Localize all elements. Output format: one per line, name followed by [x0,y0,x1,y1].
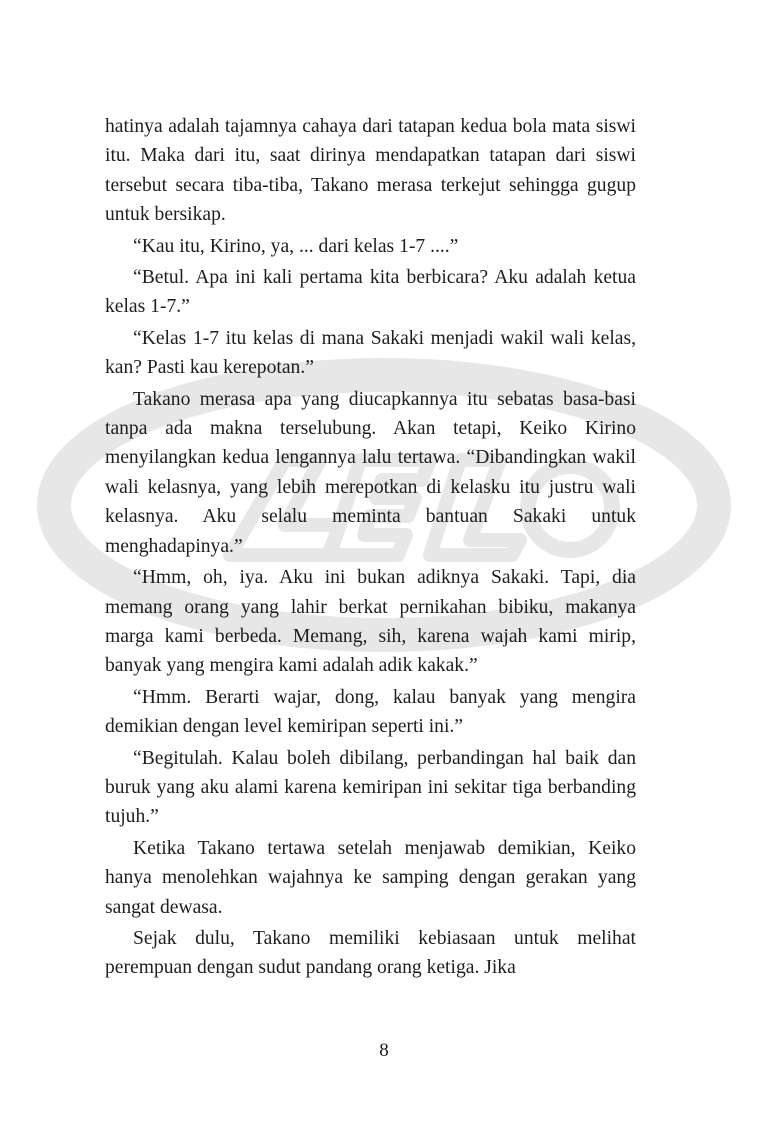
paragraph: hatinya adalah tajamnya cahaya dari tatapan kedua bola mata siswi itu. Maka dari itu, saat dirinya mendapatkan tatapan dari siswi tersebut secara tiba-tiba, Takano merasa terkejut sehingga gugup untuk bersikap. [105,116,636,226]
paragraph: “Kelas 1-7 itu kelas di mana Sakaki menjadi wakil wali kelas, kan? Pasti kau kerepotan.” [105,327,636,379]
paragraph: “Kau itu, Kirino, ya, ... dari kelas 1-7 ....” [133,235,459,257]
paragraph: “Betul. Apa ini kali pertama kita berbicara? Aku adalah ketua kelas 1-7.” [105,267,636,318]
paragraph: Sejak dulu, Takano memiliki kebiasaan untuk melihat perempuan dengan sudut pandang orang ketiga. Jika [105,927,636,979]
paragraph: “Hmm, oh, iya. Aku ini bukan adiknya Sakaki. Tapi, dia memang orang yang lahir berkat pernikahan bibiku, makanya marga kami berbeda. Memang, sih, karena wajah kami mirip, banyak yang mengira kami adalah adik kakak.” [105,567,636,677]
paragraph: “Hmm. Berarti wajar, dong, kalau banyak yang mengira demikian dengan level kemiripan seperti ini.” [105,686,636,738]
paragraph: Takano merasa apa yang diucapkannya itu sebatas basa-basi tanpa ada makna terselubung. Akan tetapi, Keiko Kirino menyilangkan kedua lengannya lalu tertawa. “Dibandingkan wakil wali kelasnya, yang lebih merepotkan di kelasku itu justru wali kelasnya. Aku selalu meminta bantuan Sakaki untuk menghadapinya.” [105,388,636,557]
paragraph: “Begitulah. Kalau boleh dibilang, perbandingan hal baik dan buruk yang aku alami karena kemiripan ini sekitar tiga berbanding tujuh.” [105,747,636,828]
page-number: 8 [379,1040,389,1061]
paragraph: Ketika Takano tertawa setelah menjawab demikian, Keiko hanya menolehkan wajahnya ke samping dengan gerakan yang sangat dewasa. [105,837,636,918]
body-text [105,112,636,985]
